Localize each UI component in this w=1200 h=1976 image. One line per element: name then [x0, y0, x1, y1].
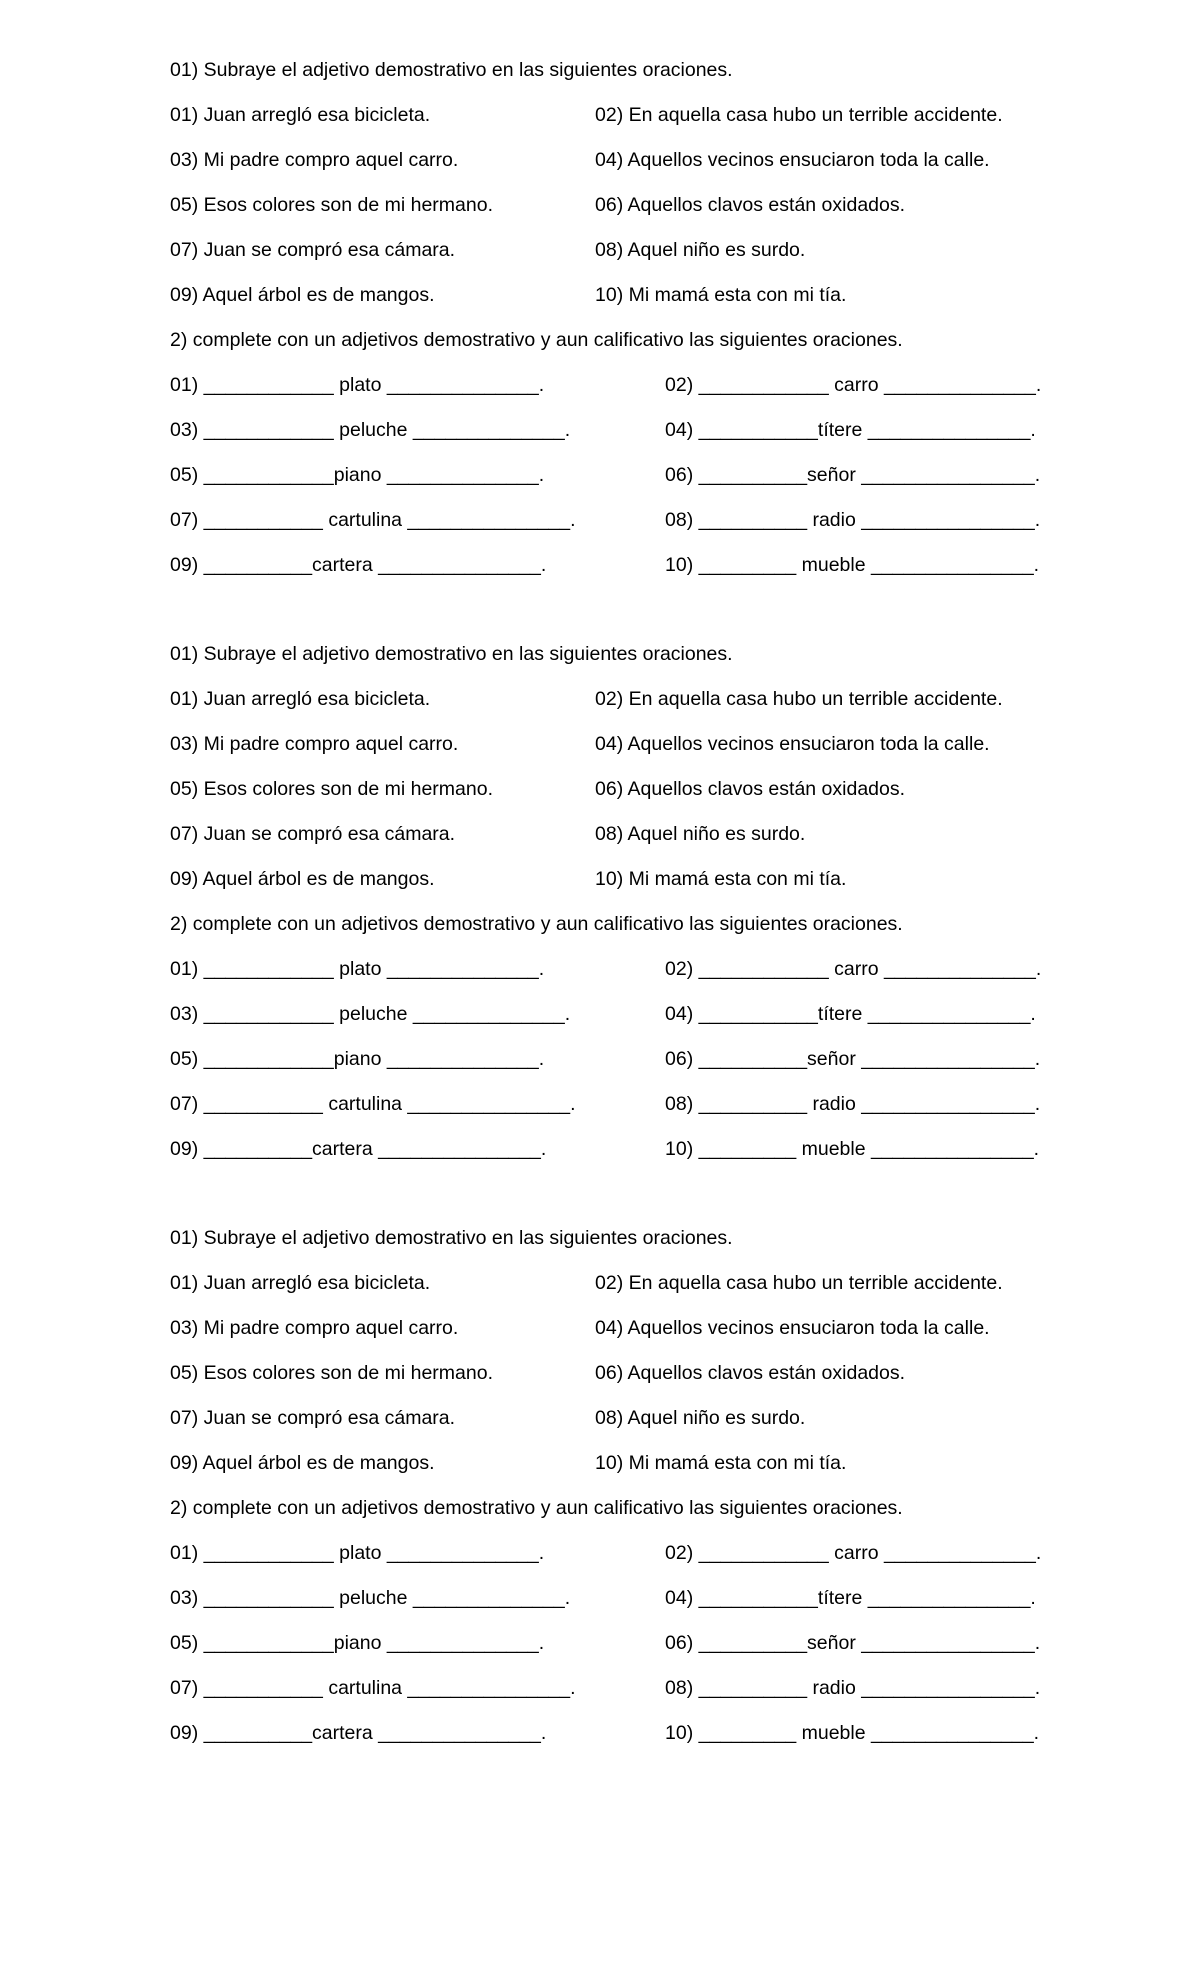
sentence-row [170, 1310, 1070, 1355]
exercise-block [170, 52, 1070, 592]
sentence-left: 07) Juan se compró esa cámara. [170, 1407, 456, 1429]
fill-in-right: 08) __________ radio ________________. [665, 509, 1041, 531]
sentence-right: 02) En aquella casa hubo un terrible accidente. [595, 688, 1003, 710]
sentence-row [170, 1400, 1070, 1445]
sentence-left: 05) Esos colores son de mi hermano. [170, 194, 493, 216]
sentence-right: 08) Aquel niño es surdo. [595, 1407, 806, 1429]
fill-in-row [170, 1041, 1070, 1086]
fill-in-left: 03) ____________ peluche ______________. [170, 419, 571, 441]
fill-in-left: 01) ____________ plato ______________. [170, 1542, 545, 1564]
fill-in-left: 07) ___________ cartulina _______________. [170, 509, 576, 531]
sentence-right: 04) Aquellos vecinos ensuciaron toda la calle. [595, 149, 990, 171]
sentence-row [170, 726, 1070, 771]
fill-in-left: 01) ____________ plato ______________. [170, 958, 545, 980]
sentence-row [170, 1355, 1070, 1400]
sentence-row [170, 277, 1070, 322]
fill-in-row [170, 1625, 1070, 1670]
fill-in-left: 07) ___________ cartulina _______________. [170, 1093, 576, 1115]
sentence-row [170, 1445, 1070, 1490]
exercise-block [170, 636, 1070, 1176]
sentence-row [170, 97, 1070, 142]
sentence-left: 03) Mi padre compro aquel carro. [170, 149, 459, 171]
sentence-row [170, 816, 1070, 861]
section1-heading: 01) Subraye el adjetivo demostrativo en las siguientes oraciones. [170, 1227, 733, 1249]
fill-in-right: 06) __________señor ________________. [665, 1048, 1041, 1070]
sentence-row [170, 1265, 1070, 1310]
sentence-right: 06) Aquellos clavos están oxidados. [595, 1362, 906, 1384]
sentence-right: 06) Aquellos clavos están oxidados. [595, 194, 906, 216]
fill-in-right: 04) ___________títere _______________. [665, 1003, 1036, 1025]
sentence-left: 03) Mi padre compro aquel carro. [170, 733, 459, 755]
fill-in-left: 03) ____________ peluche ______________. [170, 1587, 571, 1609]
fill-in-row [170, 951, 1070, 996]
fill-in-row [170, 1131, 1070, 1176]
fill-in-left: 03) ____________ peluche ______________. [170, 1003, 571, 1025]
sentence-right: 06) Aquellos clavos están oxidados. [595, 778, 906, 800]
sentence-right: 04) Aquellos vecinos ensuciaron toda la calle. [595, 733, 990, 755]
sentence-left: 07) Juan se compró esa cámara. [170, 823, 456, 845]
sentence-left: 09) Aquel árbol es de mangos. [170, 284, 435, 306]
fill-in-row [170, 502, 1070, 547]
fill-in-left: 01) ____________ plato ______________. [170, 374, 545, 396]
fill-in-row [170, 1086, 1070, 1131]
fill-in-row [170, 547, 1070, 592]
fill-in-right: 02) ____________ carro ______________. [665, 1542, 1042, 1564]
sentence-right: 02) En aquella casa hubo un terrible accidente. [595, 1272, 1003, 1294]
sentence-left: 09) Aquel árbol es de mangos. [170, 868, 435, 890]
fill-in-right: 04) ___________títere _______________. [665, 419, 1036, 441]
sentence-left: 01) Juan arregló esa bicicleta. [170, 688, 431, 710]
sentence-left: 01) Juan arregló esa bicicleta. [170, 104, 431, 126]
section2-heading: 2) complete con un adjetivos demostrativo y aun calificativo las siguientes oraciones. [170, 1497, 903, 1519]
fill-in-row [170, 367, 1070, 412]
section2-heading: 2) complete con un adjetivos demostrativo y aun calificativo las siguientes oraciones. [170, 329, 903, 351]
sentence-right: 10) Mi mamá esta con mi tía. [595, 284, 847, 306]
sentence-left: 09) Aquel árbol es de mangos. [170, 1452, 435, 1474]
fill-in-right: 02) ____________ carro ______________. [665, 958, 1042, 980]
fill-in-right: 10) _________ mueble _______________. [665, 1722, 1040, 1744]
fill-in-row [170, 1535, 1070, 1580]
sentence-left: 07) Juan se compró esa cámara. [170, 239, 456, 261]
section1-heading: 01) Subraye el adjetivo demostrativo en las siguientes oraciones. [170, 643, 733, 665]
fill-in-row [170, 996, 1070, 1041]
fill-in-right: 10) _________ mueble _______________. [665, 1138, 1040, 1160]
fill-in-right: 04) ___________títere _______________. [665, 1587, 1036, 1609]
fill-in-right: 08) __________ radio ________________. [665, 1093, 1041, 1115]
sentence-right: 10) Mi mamá esta con mi tía. [595, 1452, 847, 1474]
sentence-row [170, 771, 1070, 816]
fill-in-left: 05) ____________piano ______________. [170, 1048, 545, 1070]
sentence-row [170, 681, 1070, 726]
sentence-left: 03) Mi padre compro aquel carro. [170, 1317, 459, 1339]
section1-heading: 01) Subraye el adjetivo demostrativo en las siguientes oraciones. [170, 59, 733, 81]
fill-in-right: 08) __________ radio ________________. [665, 1677, 1041, 1699]
fill-in-row [170, 1715, 1070, 1760]
sentence-row [170, 142, 1070, 187]
sentence-right: 08) Aquel niño es surdo. [595, 823, 806, 845]
sentence-row [170, 861, 1070, 906]
sentence-right: 04) Aquellos vecinos ensuciaron toda la calle. [595, 1317, 990, 1339]
fill-in-row [170, 457, 1070, 502]
fill-in-row [170, 1670, 1070, 1715]
fill-in-left: 05) ____________piano ______________. [170, 464, 545, 486]
section2-heading: 2) complete con un adjetivos demostrativo y aun calificativo las siguientes oraciones. [170, 913, 903, 935]
fill-in-right: 06) __________señor ________________. [665, 1632, 1041, 1654]
fill-in-row [170, 1580, 1070, 1625]
fill-in-right: 06) __________señor ________________. [665, 464, 1041, 486]
sentence-right: 08) Aquel niño es surdo. [595, 239, 806, 261]
sentence-left: 05) Esos colores son de mi hermano. [170, 778, 493, 800]
sentence-row [170, 187, 1070, 232]
fill-in-right: 02) ____________ carro ______________. [665, 374, 1042, 396]
sentence-right: 10) Mi mamá esta con mi tía. [595, 868, 847, 890]
fill-in-left: 09) __________cartera _______________. [170, 1722, 547, 1744]
sentence-right: 02) En aquella casa hubo un terrible accidente. [595, 104, 1003, 126]
exercise-block [170, 1220, 1070, 1760]
sentence-left: 05) Esos colores son de mi hermano. [170, 1362, 493, 1384]
worksheet-page [170, 52, 1070, 1760]
sentence-row [170, 232, 1070, 277]
fill-in-left: 09) __________cartera _______________. [170, 554, 547, 576]
fill-in-left: 09) __________cartera _______________. [170, 1138, 547, 1160]
fill-in-left: 07) ___________ cartulina _______________. [170, 1677, 576, 1699]
fill-in-right: 10) _________ mueble _______________. [665, 554, 1040, 576]
fill-in-left: 05) ____________piano ______________. [170, 1632, 545, 1654]
sentence-left: 01) Juan arregló esa bicicleta. [170, 1272, 431, 1294]
fill-in-row [170, 412, 1070, 457]
